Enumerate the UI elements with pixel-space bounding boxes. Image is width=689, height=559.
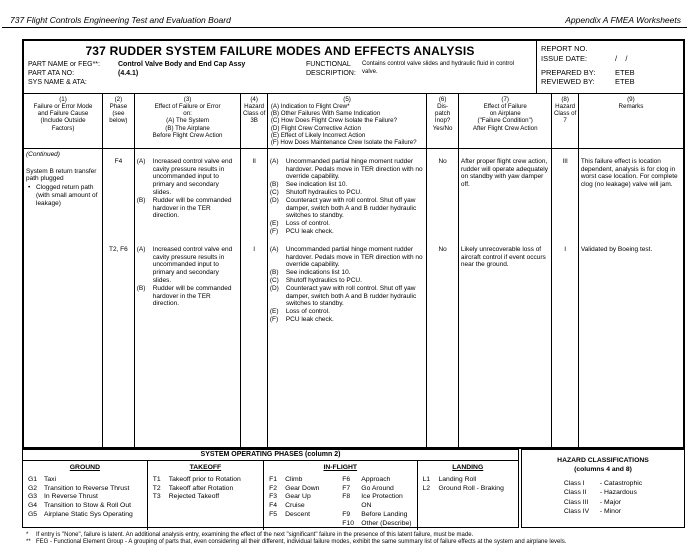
list-item-text: Landing Roll: [438, 475, 477, 483]
th-remarks: [579, 94, 683, 148]
hazard-classifications-title: HAZARD CLASSIFICATIONS: [557, 456, 649, 464]
td-phase: [103, 149, 135, 447]
list-item-text: Counteract yaw with roll control. Shut off yaw damper, switch both A and B rudder hydraulic switches to standby.: [285, 196, 417, 220]
page-header-right: Appendix A FMEA Worksheets: [565, 15, 681, 25]
title-block: [24, 41, 683, 94]
text-line: Failure or Error Mode: [33, 103, 93, 111]
hazard-classifications-subtitle: (columns 4 and 8): [574, 466, 632, 474]
prepared-by-label: PREPARED BY:: [541, 67, 596, 77]
list-item-text: Counteract yaw with roll control. Shut off yaw damper, switch both A and B rudder hydraulic switches to standby.: [285, 284, 417, 308]
list-item-key: G3: [28, 493, 38, 501]
list-item: [342, 493, 413, 511]
list-item: [28, 493, 144, 502]
list-item-text: Rudder will be commanded hardover in the TER direction.: [152, 284, 232, 308]
list-item-key: F1: [269, 475, 277, 483]
list-item-text: Loss of control.: [285, 220, 330, 228]
reviewed-by-value: ETEB: [615, 77, 635, 87]
text-line: on:: [183, 110, 192, 118]
list-item-key: Class II: [563, 489, 587, 497]
list-item: [28, 502, 144, 511]
text-line: Effect of Failure: [483, 103, 527, 111]
functional-description-text: Contains control valve slides and hydraulic fluid in control valve.: [362, 61, 515, 75]
entry-1-phase: F4: [114, 157, 123, 165]
column-number: (7): [501, 96, 509, 103]
td-hazard-7: [552, 149, 578, 447]
text-line: After Flight Crew Action: [472, 124, 538, 132]
td-failure-mode: [24, 149, 103, 447]
list-item-key: (B): [269, 181, 279, 189]
td-flight-crew: [268, 149, 427, 447]
reviewed-by-line: [541, 77, 679, 87]
list-item-key: F5: [269, 511, 277, 519]
th-phase: [103, 94, 135, 148]
list-item: [270, 189, 424, 197]
entry-1-remarks: This failure effect is location dependent, analysis is for clog in worst case location. For complete clog (no leakage) valve will jam.: [580, 157, 678, 189]
list-item: [153, 493, 260, 502]
phases-ground-items: [26, 476, 144, 520]
list-item: [26, 184, 100, 207]
list-item: [270, 246, 424, 269]
column-header-lines: [25, 103, 101, 132]
column-header-lines: [580, 103, 682, 110]
list-item-text: PCU leak check.: [285, 228, 334, 236]
list-item: [342, 520, 413, 529]
list-item-key: L1: [422, 475, 431, 483]
list-item-key: G4: [28, 502, 38, 510]
phases-inflight-items-right: [340, 476, 413, 529]
sys-name-line: [28, 78, 306, 87]
list-item: [28, 485, 144, 494]
column-header-lines: [269, 103, 425, 146]
list-item: [28, 476, 144, 485]
reviewed-by-label: REVIEWED BY:: [541, 77, 595, 87]
text-line: Factors): [51, 124, 75, 132]
text-line: ("Failure Condition"): [477, 117, 533, 125]
column-number: (6): [438, 96, 447, 103]
list-item-key: (D): [269, 196, 279, 204]
list-item: [423, 476, 516, 485]
page-header: [2, 0, 687, 28]
list-item: [269, 493, 340, 502]
list-item-text: Climb: [285, 475, 303, 483]
list-item: [342, 476, 413, 485]
list-item-text: Shutoff hydraulics to PCU.: [285, 277, 362, 285]
entry-1-failure-mode: [26, 149, 100, 246]
hazard-classifications-box: [521, 449, 685, 528]
list-item-key: (A): [269, 157, 279, 165]
phases-takeoff: [147, 461, 263, 530]
text-line: (A) The System: [166, 117, 210, 125]
fmea-worksheet-table: [22, 39, 685, 449]
operating-phases-title: SYSTEM OPERATING PHASES (column 2): [23, 450, 518, 461]
operating-phases-columns: [23, 461, 518, 530]
hazard-classes-list: [564, 479, 642, 516]
text-line: Class of: [242, 110, 266, 118]
functional-description-block: [306, 60, 532, 87]
list-item-text: If entry is "None", failure is latent. An additional analysis entry, examining the effect of the next "significant" failure in the presence of this latent failure, must be made.: [36, 531, 474, 538]
page-header-left: 737 Flight Controls Engineering Test and Evaluation Board: [10, 15, 231, 25]
prepared-by-value: ETEB: [615, 67, 635, 77]
column-number: (3): [183, 96, 192, 103]
list-item-key: F3: [269, 493, 277, 501]
text-line: (see: [112, 110, 125, 118]
text-line: (A) Indication to Flight Crew*: [270, 103, 350, 111]
list-item: [342, 511, 413, 520]
list-item-text: Uncommanded partial hinge moment rudder hardover. Pedals move in TER direction with no override capability.: [285, 245, 423, 269]
th-hazard-7: [552, 94, 578, 148]
list-item-key: (C): [269, 189, 279, 197]
column-header-lines: [428, 103, 457, 132]
issue-date-label: ISSUE DATE:: [541, 53, 588, 63]
list-item-key: (A): [136, 245, 146, 253]
list-item-text: Loss of control.: [285, 308, 330, 316]
td-effect-after: [459, 149, 553, 447]
list-item-text: Ground Roll - Braking: [438, 484, 504, 492]
list-item-text: - Hazardous: [599, 489, 637, 497]
list-item-text: FEG - Functional Element Group - A grouping of parts that, even considering all their different, individual failure modes, exhibit the same summary list of failure effects at the system and airplane levels.: [36, 539, 567, 546]
list-item: [564, 488, 642, 497]
list-item-text: Transition to Reverse Thrust: [44, 484, 130, 492]
operating-phases-box: [22, 449, 519, 528]
text-line: below): [109, 117, 128, 125]
td-dispatch: [427, 149, 459, 447]
part-ata-label: PART ATA NO:: [28, 70, 75, 78]
list-item-key: •: [28, 184, 31, 192]
part-ata-line: [28, 69, 306, 78]
list-item-key: F9: [342, 511, 351, 519]
phases-inflight: [263, 461, 416, 530]
column-header-lines: [136, 103, 240, 139]
list-item: [270, 269, 424, 277]
list-item: [137, 285, 239, 308]
part-name-value: Control Valve Body and End Cap Assy: [118, 61, 246, 68]
list-item: [270, 158, 424, 181]
list-item: [270, 308, 424, 316]
list-item-text: Uncommanded partial hinge moment rudder hardover. Pedals move in TER direction with no override capability.: [285, 157, 423, 181]
list-item-text: Shutoff hydraulics to PCU.: [285, 189, 362, 197]
text-line: (B) The Airplane: [165, 124, 210, 132]
part-name-line: [28, 60, 306, 69]
list-item: [423, 485, 516, 494]
th-effect-before: [135, 94, 242, 148]
list-item-key: T1: [152, 475, 161, 483]
list-item-key: (A): [269, 245, 279, 253]
entry-2-dispatch: No: [438, 245, 447, 253]
list-item-key: F4: [269, 502, 277, 510]
meta-area: [28, 60, 532, 87]
list-item-key: F2: [269, 484, 277, 492]
list-item: [137, 246, 239, 285]
text-line: Class of: [553, 110, 577, 118]
list-item-key: **: [26, 539, 31, 546]
functional-description-label: FUNCTIONAL DESCRIPTION:: [306, 61, 356, 78]
continued-note: (Continued): [26, 150, 60, 158]
sys-name-label: SYS NAME & ATA:: [28, 79, 87, 87]
list-item-key: (B): [136, 196, 146, 204]
column-header-lines: [104, 103, 133, 124]
list-item-text: Descent: [285, 511, 310, 519]
phases-landing: [417, 461, 519, 530]
list-item-text: Gear Up: [285, 493, 311, 501]
list-item-key: L2: [422, 484, 431, 492]
list-item-text: Other (Describe): [361, 519, 412, 527]
th-effect-after: [459, 94, 553, 148]
list-item-text: Transition to Stow & Roll Out: [44, 502, 132, 510]
list-item: [137, 158, 239, 197]
list-item-text: See indication list 10.: [285, 181, 348, 189]
column-number: (8): [561, 96, 569, 103]
entry-1-hazard-7: III: [562, 157, 568, 165]
list-item: [269, 485, 340, 494]
list-item: [564, 498, 642, 507]
entry-2-remarks: Validated by Boeing test.: [580, 245, 653, 253]
list-item-text: See indications list 10.: [285, 269, 351, 277]
list-item-text: Airplane Static Sys Operating: [44, 511, 133, 519]
list-item-text: Before Landing: [361, 511, 408, 519]
entry-2-effect-before: [137, 246, 239, 308]
text-line: (E) Effect of Likely Incorrect Action: [270, 131, 366, 139]
failure-cause-bullets: [26, 184, 100, 207]
legend-section: [22, 449, 685, 528]
list-item: [270, 220, 424, 228]
column-header-lines: [460, 103, 551, 132]
entry-2-hazard-3b: I: [253, 245, 256, 253]
list-item-text: - Minor: [599, 507, 621, 515]
list-item: [342, 485, 413, 494]
text-line: (B) Other Failures With Same Indication: [270, 110, 381, 118]
list-item-key: F6: [342, 475, 351, 483]
list-item-text: Cruise: [285, 502, 305, 510]
th-failure-mode: [24, 94, 103, 148]
list-item-key: G5: [28, 511, 38, 519]
entry-1-flight-crew: [270, 149, 424, 246]
list-item-text: Taxi: [44, 475, 57, 483]
column-header-lines: [242, 103, 265, 124]
phases-ground: [23, 461, 147, 530]
entry-1-hazard-3b: II: [252, 157, 256, 165]
list-item: [26, 539, 679, 546]
list-item-text: Approach: [361, 475, 391, 483]
list-item: [28, 511, 144, 520]
list-item-key: Class I: [563, 480, 585, 488]
list-item-text: Increased control valve end cavity pressure results in uncommanded input to primary and secondary slides.: [152, 157, 233, 197]
list-item: [270, 181, 424, 189]
text-line: and Failure Cause: [37, 110, 89, 118]
text-line: (F) How Does Maintenance Crew Isolate the Failure?: [270, 138, 417, 146]
list-item: [269, 502, 340, 511]
list-item-text: Clogged return path (with small amount of leakage): [36, 184, 98, 207]
text-line: on Airplane: [489, 110, 521, 118]
report-box: [536, 41, 683, 93]
list-item-key: (E): [269, 220, 279, 228]
list-item-key: (B): [269, 269, 279, 277]
phases-inflight-title: IN-FLIGHT: [323, 463, 358, 471]
list-item: [270, 316, 424, 324]
text-line: Inop?: [434, 117, 451, 125]
column-number: (1): [59, 96, 67, 103]
entry-1-effect-before: [137, 149, 239, 246]
list-item-key: F7: [342, 484, 351, 492]
list-item-text: Rejected Takeoff: [168, 493, 220, 501]
phases-takeoff-items: [151, 476, 260, 502]
column-number: (9): [627, 96, 635, 103]
td-remarks: [579, 149, 683, 447]
list-item-key: (F): [269, 316, 279, 324]
list-item-key: F10: [342, 519, 354, 527]
text-line: Yes/No: [432, 124, 453, 132]
entry-2-effect-after: Likely unrecoverable loss of aircraft control if event occurs near the ground.: [460, 245, 546, 269]
list-item: [564, 479, 642, 488]
entry-2-hazard-7: I: [564, 245, 567, 253]
th-hazard-3b: [241, 94, 267, 148]
text-line: 3B: [250, 117, 258, 125]
entry-1-effect-after: After proper flight crew action, rudder will operate adequately on standby with yaw damper off.: [460, 157, 548, 189]
text-line: Hazard: [244, 103, 265, 111]
list-item-key: (E): [269, 308, 279, 316]
list-item-key: (A): [136, 157, 146, 165]
report-no-line: [541, 44, 679, 54]
list-item: [269, 476, 340, 485]
text-line: patch: [435, 110, 451, 118]
column-number: (2): [114, 96, 123, 103]
list-item-key: F8: [342, 493, 351, 501]
phases-inflight-items-left: [267, 476, 340, 529]
list-item-key: (D): [269, 284, 279, 292]
list-item-key: T2: [152, 484, 161, 492]
list-item: [270, 277, 424, 285]
text-line: Dis-: [437, 103, 449, 111]
text-line: (D) Flight Crew Corrective Action: [270, 124, 361, 132]
prepared-by-line: [541, 68, 679, 78]
failure-mode-heading: System B return transfer path plugged: [26, 167, 97, 183]
table-body: [24, 149, 683, 447]
footnotes: [26, 532, 679, 546]
list-item-key: G1: [28, 475, 38, 483]
part-name-label: PART NAME or FEG**:: [28, 61, 100, 68]
list-item-key: Class III: [563, 498, 589, 506]
phases-takeoff-title: TAKEOFF: [189, 463, 222, 471]
list-item-text: Gear Down: [285, 484, 320, 492]
phases-landing-title: LANDING: [452, 463, 484, 471]
text-line: Phase: [109, 103, 128, 111]
list-item: [269, 511, 340, 520]
report-no-label: REPORT NO.: [541, 44, 588, 53]
issue-date-line: [541, 54, 679, 64]
list-item-key: (C): [269, 277, 279, 285]
list-item: [153, 485, 260, 494]
column-number: (5): [343, 96, 351, 103]
list-item-key: G2: [28, 484, 38, 492]
column-header-row: [24, 94, 683, 149]
th-indication: [268, 94, 427, 148]
list-item: [137, 197, 239, 220]
column-header-lines: [553, 103, 576, 124]
text-line: Before Flight Crew Action: [152, 131, 223, 139]
list-item-text: In Reverse Thrust: [44, 493, 98, 501]
list-item-key: (B): [136, 284, 146, 292]
list-item: [564, 507, 642, 516]
td-hazard-3b: [241, 149, 267, 447]
list-item-text: Increased control valve end cavity pressure results in uncommanded input to primary and secondary slides.: [152, 245, 233, 285]
page-title: 737 RUDDER SYSTEM FAILURE MODES AND EFFECTS ANALYSIS: [85, 44, 475, 58]
text-line: (Include Outside: [40, 117, 86, 125]
list-item-key: *: [26, 531, 29, 538]
list-item: [153, 476, 260, 485]
phases-ground-title: GROUND: [69, 463, 100, 471]
list-item-text: Go Around: [361, 484, 394, 492]
text-line: Hazard: [555, 103, 576, 111]
part-meta: [28, 60, 306, 87]
phases-inflight-columns: [267, 476, 413, 529]
text-line: 7: [563, 117, 567, 125]
issue-date-value: / /: [615, 53, 628, 63]
list-item: [270, 197, 424, 220]
list-item-text: Takeoff prior to Rotation: [168, 475, 241, 483]
list-item-key: (F): [269, 228, 279, 236]
list-item-text: - Major: [599, 498, 621, 506]
th-dispatch: [427, 94, 459, 148]
title-block-left: [24, 41, 536, 93]
list-item-text: PCU leak check.: [285, 316, 334, 324]
list-item-key: Class IV: [563, 507, 590, 515]
part-ata-value: (4.4.1): [118, 70, 139, 78]
list-item: [270, 285, 424, 308]
entry-2-flight-crew: [270, 246, 424, 324]
list-item: [26, 532, 679, 539]
column-number: (4): [250, 96, 258, 103]
list-item-key: T3: [152, 493, 161, 501]
text-line: (C) How Does Flight Crew Isolate the Failure?: [270, 117, 398, 125]
list-item: [270, 228, 424, 236]
td-effect-before: [135, 149, 242, 447]
list-item-text: Takeoff after Rotation: [168, 484, 234, 492]
list-item-text: Rudder will be commanded hardover in the TER direction.: [152, 196, 232, 220]
text-line: Effect of Failure or Error: [154, 103, 221, 111]
phases-landing-items: [421, 476, 516, 494]
list-item-text: Ice Protection ON: [361, 493, 403, 510]
text-line: Remarks: [618, 103, 644, 111]
entry-2-phase: T2, F6: [108, 245, 128, 253]
entry-1-dispatch: No: [438, 157, 447, 165]
list-item-text: - Catastrophic: [599, 480, 643, 488]
